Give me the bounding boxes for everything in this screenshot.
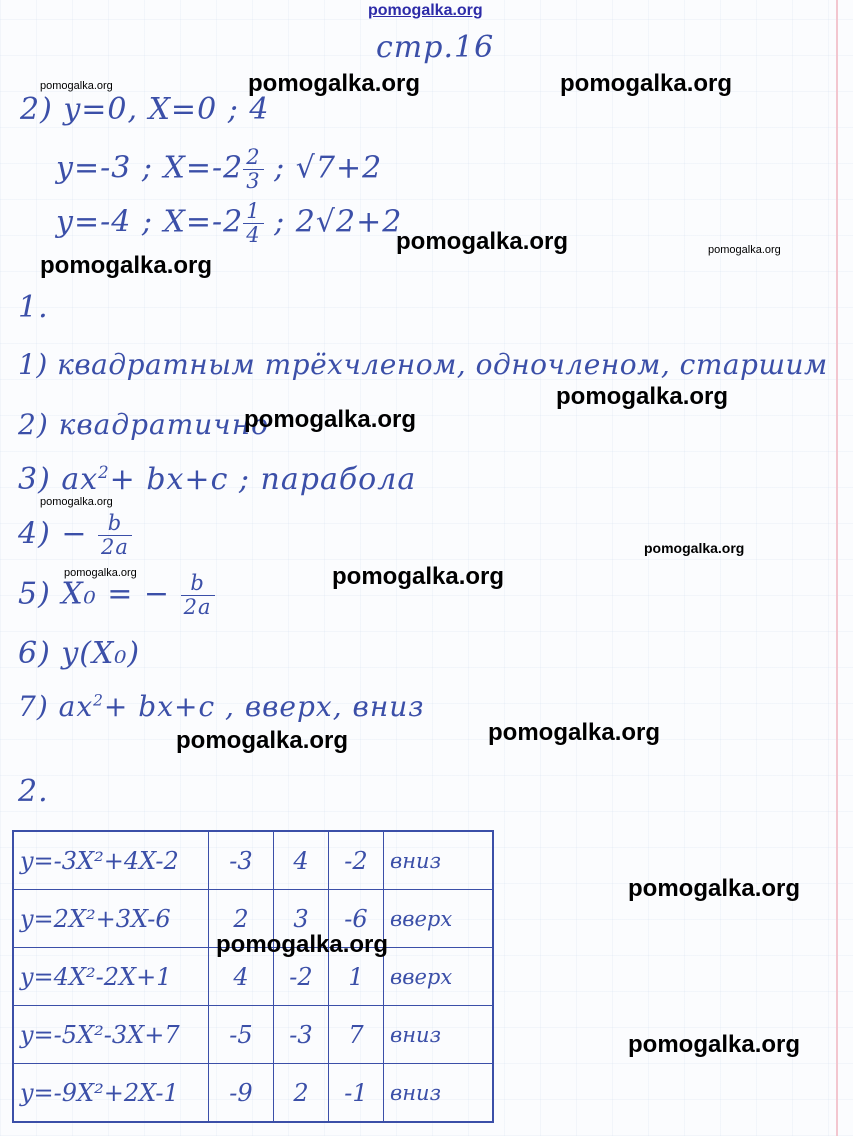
- watermark: pomogalka.org: [40, 252, 213, 279]
- prev-line-2-text: y=-3 ; X=-2: [56, 150, 244, 186]
- coef-c-cell: 7: [329, 1006, 384, 1064]
- prev-line-2-fraction: $\frac{2}{3}$: [243, 146, 263, 193]
- watermark: pomogalka.org: [244, 406, 417, 433]
- prev-line-3-fraction: $\frac{1}{4}$: [243, 200, 263, 247]
- prev-line-2-tail: ; √7+2: [274, 150, 383, 186]
- task1-item-1: 1) квадратным трёхчленом, одночленом, старшим: [18, 348, 828, 381]
- prev-line-3-tail: ; 2√2+2: [274, 204, 403, 240]
- coef-b-cell: 2: [274, 1064, 329, 1123]
- direction-cell: вверх: [384, 890, 494, 948]
- prev-line-3-text: y=-4 ; X=-2: [56, 204, 244, 240]
- watermark: pomogalka.org: [40, 80, 113, 92]
- task1-item-4-fraction: $\frac{b}{2a}$: [98, 512, 132, 559]
- coef-a-cell: -9: [209, 1064, 274, 1123]
- direction-cell: вниз: [384, 1006, 494, 1064]
- task2-table: [12, 830, 494, 1123]
- task1-item-4: 4) − $\frac{b}{2a}$: [18, 512, 132, 559]
- task2-number: 2.: [18, 774, 49, 809]
- direction-cell: вниз: [384, 831, 494, 890]
- watermark: pomogalka.org: [64, 567, 137, 579]
- watermark: pomogalka.org: [40, 496, 113, 508]
- page-margin-line: [836, 0, 838, 1136]
- coef-b-cell: 3: [274, 890, 329, 948]
- site-header-link[interactable]: pomogalka.org: [368, 2, 483, 19]
- watermark: pomogalka.org: [560, 70, 733, 97]
- formula-cell: y=-9X²+2X-1: [13, 1064, 209, 1123]
- watermark: pomogalka.org: [628, 1031, 801, 1058]
- formula-cell: y=2X²+3X-6: [13, 890, 209, 948]
- task1-item-3: 3) $ax^2+ bx+c$ ; парабола: [18, 462, 417, 497]
- coef-b-cell: -3: [274, 1006, 329, 1064]
- coef-c-cell: -1: [329, 1064, 384, 1123]
- prev-line-3: [56, 200, 402, 247]
- task1-item-7: 7) $ax^2+ bx+c$ , вверх, вниз: [18, 690, 425, 723]
- watermark: pomogalka.org: [556, 383, 729, 410]
- coef-c-cell: -6: [329, 890, 384, 948]
- watermark: pomogalka.org: [216, 931, 389, 958]
- coef-b-cell: 4: [274, 831, 329, 890]
- coef-a-cell: -3: [209, 831, 274, 890]
- task1-item-5: 5) X₀ = − $\frac{b}{2a}$: [18, 572, 215, 619]
- table-row: [13, 831, 493, 890]
- prev-line-2: [56, 146, 382, 193]
- coef-c-cell: 1: [329, 948, 384, 1006]
- coef-b-cell: -2: [274, 948, 329, 1006]
- formula-cell: y=-3X²+4X-2: [13, 831, 209, 890]
- formula-cell: y=-5X²-3X+7: [13, 1006, 209, 1064]
- watermark: pomogalka.org: [708, 244, 781, 256]
- direction-cell: вверх: [384, 948, 494, 1006]
- coef-a-cell: 4: [209, 948, 274, 1006]
- table-row: [13, 1064, 493, 1123]
- watermark: pomogalka.org: [488, 719, 661, 746]
- task1-item-2: 2) квадратично: [18, 408, 270, 441]
- coef-a-cell: -5: [209, 1006, 274, 1064]
- table-row: [13, 1006, 493, 1064]
- watermark: pomogalka.org: [628, 875, 801, 902]
- watermark: pomogalka.org: [332, 563, 505, 590]
- watermark: pomogalka.org: [248, 70, 421, 97]
- page-reference: стр.16: [376, 30, 495, 65]
- direction-cell: вниз: [384, 1064, 494, 1123]
- prev-line-1: 2) y=0, X=0 ; 4: [20, 92, 270, 127]
- coef-c-cell: -2: [329, 831, 384, 890]
- task1-item-5-fraction: $\frac{b}{2a}$: [181, 572, 215, 619]
- formula-cell: y=4X²-2X+1: [13, 948, 209, 1006]
- watermark: pomogalka.org: [176, 727, 349, 754]
- task1-number: 1.: [18, 290, 49, 325]
- watermark: pomogalka.org: [644, 540, 745, 556]
- watermark: pomogalka.org: [396, 228, 569, 255]
- coef-a-cell: 2: [209, 890, 274, 948]
- task1-item-6: 6) y(X₀): [18, 636, 141, 671]
